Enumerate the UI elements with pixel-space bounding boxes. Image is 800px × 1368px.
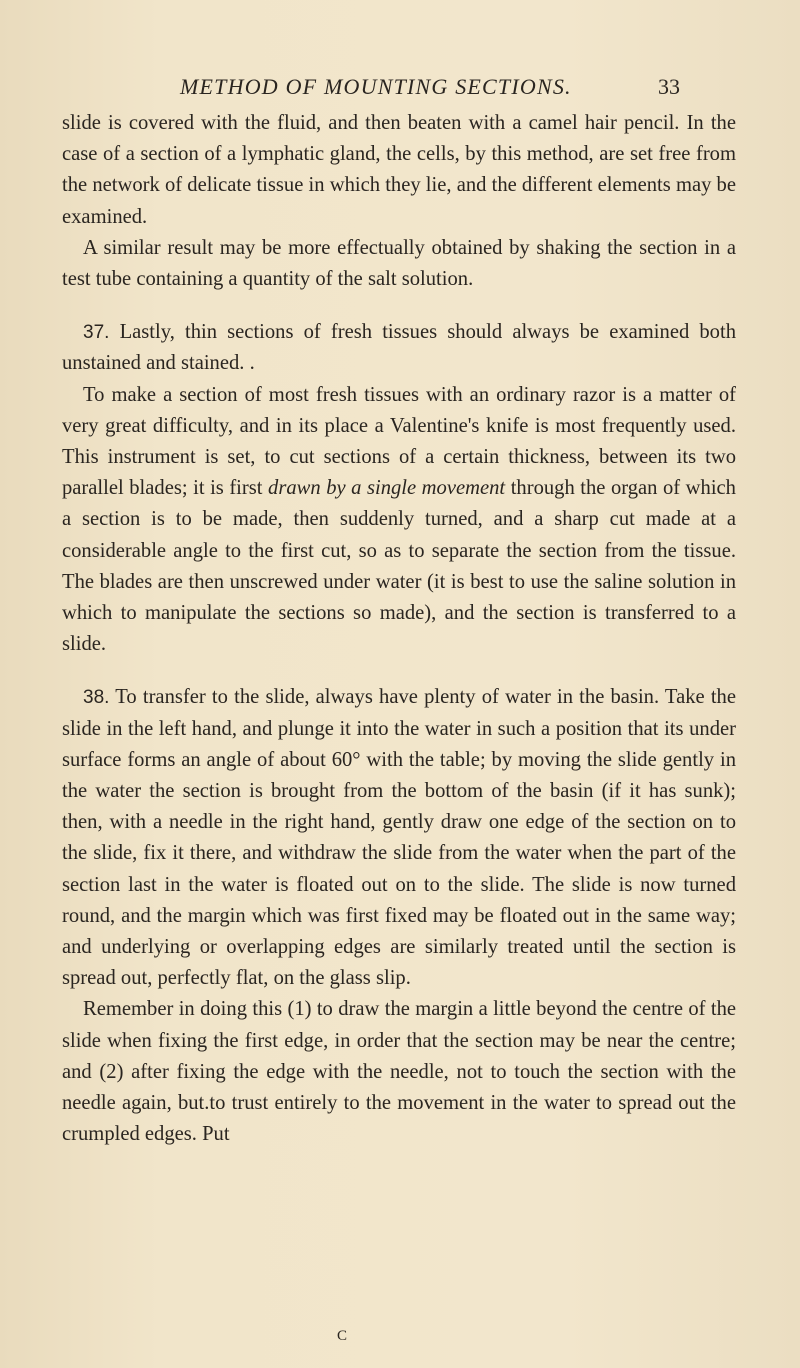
paragraph-37: [62, 317, 736, 379]
paragraph-continuation: slide is covered with the fluid, and then beaten with a camel hair pencil. In the case of a section of a lymphatic gland, the cells, by this method, are set free from the network of delicate tissue in which they lie, and the different elements may be examined.: [62, 112, 736, 228]
section-number-38: 38.: [83, 687, 110, 709]
paragraph-salt-solution: A similar result may be more effectually obtained by shaking the section in a test tube containing a quantity of the salt solution.: [62, 236, 736, 291]
body-text: [62, 108, 736, 1151]
signature-mark: C: [337, 1328, 348, 1344]
section-number-37: 37.: [83, 322, 110, 344]
paragraph-valentine-knife: [62, 380, 736, 661]
paragraph-valentine-knife-text-b: through the organ of which a section is to be made, then suddenly turned, and a sharp cut made at a considerable angle to the first cut, so as to separate the section from the tissue. The blades are then unscrewed under water (it is best to use the saline solution in which to manipulate the sections so made), and the section is transferred to a slide.: [62, 477, 736, 656]
paragraph-remember: Remember in doing this (1) to draw the margin a little beyond the centre of the slide when fixing the first edge, in order that the section may be near the centre; and (2) after fixing the edge with the needle, not to touch the section with the needle again, but.to trust entirely to the movement in the water to spread out the crumpled edges. Put: [62, 998, 736, 1146]
paragraph-38-text: To transfer to the slide, always have plenty of water in the basin. Take the slide in the left hand, and plunge it into the water in such a position that its under surface forms an angle of about 60° with the table; by moving the slide gently in the water the section is brought from the bottom of the basin (if it has sunk); then, with a needle in the right hand, gently draw one edge of the section on to the slide, fix it there, and withdraw the slide from the water when the part of the section last in the water is floated out on to the slide. The slide is now turned round, and the margin which was first fixed may be floated out in the same way; and underlying or overlapping edges are similarly treated until the section is spread out, perfectly flat, on the glass slip.: [62, 686, 736, 990]
running-title: METHOD OF MOUNTING SECTIONS.: [180, 74, 572, 99]
page-number: 33: [658, 74, 680, 99]
running-head: [180, 74, 680, 108]
paragraph-38: [62, 682, 736, 994]
paragraph-37-text: Lastly, thin sections of fresh tissues should always be examined both unstained and stained. .: [62, 321, 737, 375]
emphasis-drawn: drawn by a single movement: [268, 477, 506, 500]
paragraph-valentine-knife-text-a: To make a section of most fresh tissues with an ordinary razor is a matter of very great difficulty, and in its place a Valentine's knife is most frequently used. This instrument is set, to cut sections of a certain thickness, between its two parallel blades; it is first: [62, 383, 736, 500]
